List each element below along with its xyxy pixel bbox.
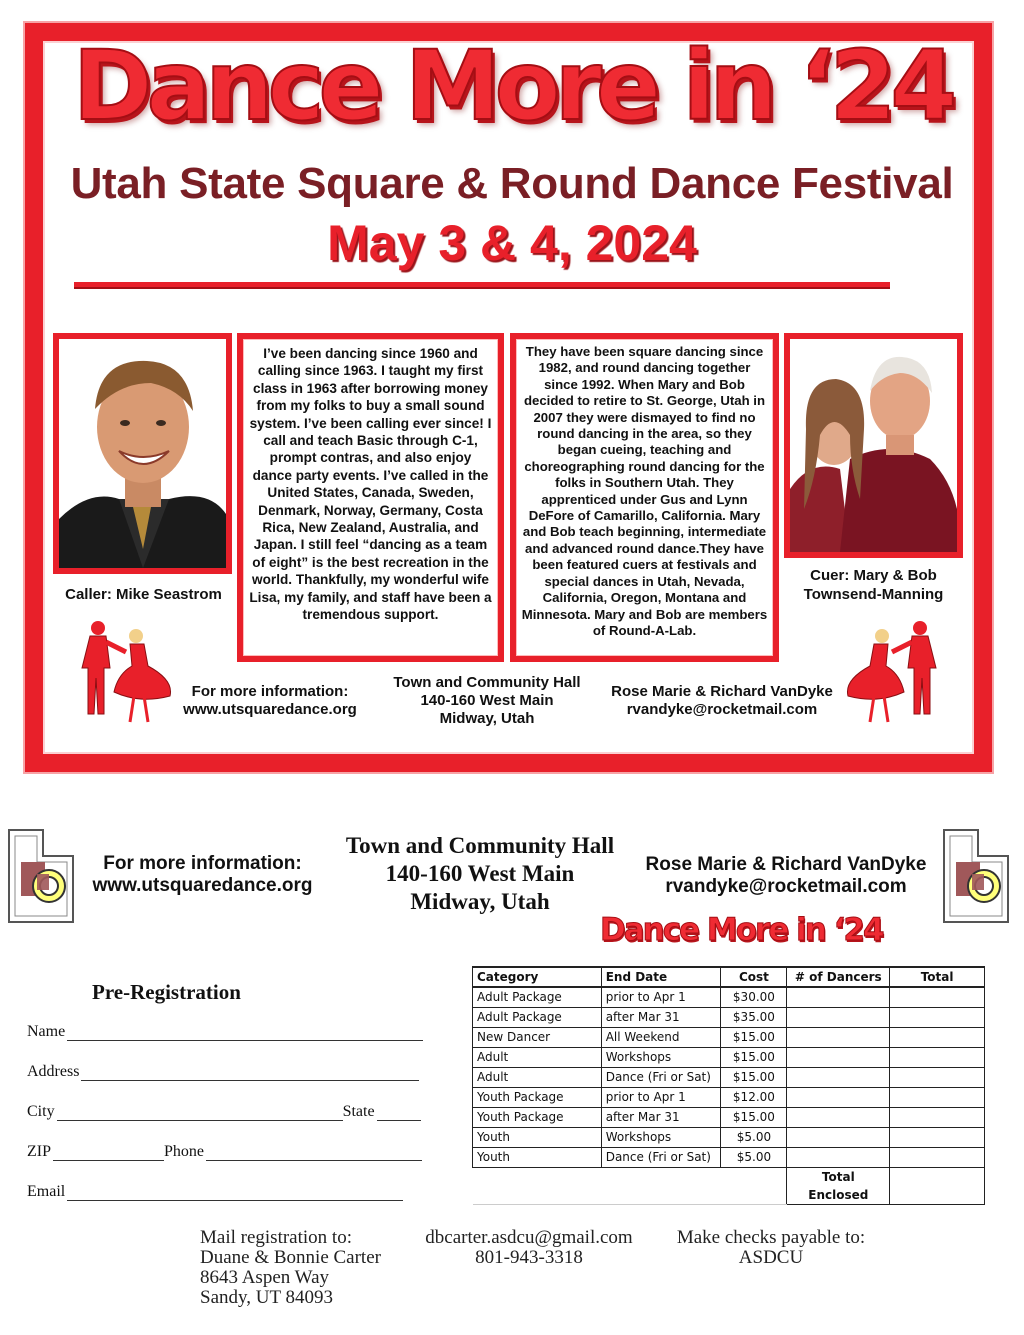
header-category: Category bbox=[473, 967, 602, 987]
row-category: Adult bbox=[473, 1067, 602, 1087]
table-row bbox=[473, 1147, 985, 1167]
row-total-cell[interactable] bbox=[890, 1047, 985, 1067]
flyer-venue-line-1: Town and Community Hall bbox=[393, 674, 581, 691]
state-label: State bbox=[342, 1103, 375, 1120]
flyer-venue-line-2: 140-160 West Main bbox=[420, 692, 554, 709]
row-end-date: Workshops bbox=[601, 1047, 721, 1067]
row-cost: $15.00 bbox=[721, 1047, 787, 1067]
reg-headline: Dance More in ‘24 bbox=[600, 912, 883, 948]
row-end-date: prior to Apr 1 bbox=[601, 1087, 721, 1107]
checks-payable bbox=[668, 1228, 874, 1268]
table-row bbox=[473, 1067, 985, 1087]
header-cost: Cost bbox=[721, 967, 787, 987]
blank-cell bbox=[473, 1167, 602, 1204]
row-dancers-cell[interactable] bbox=[787, 1067, 890, 1087]
cuer-caption-line-2: Townsend-Manning bbox=[803, 586, 944, 603]
row-category: Youth bbox=[473, 1127, 602, 1147]
phone-input-line[interactable] bbox=[206, 1147, 422, 1161]
reg-contact-info bbox=[418, 1228, 640, 1268]
blank-cell bbox=[721, 1167, 787, 1204]
festival-title: Utah State Square & Round Dance Festival bbox=[70, 159, 954, 208]
reg-venue-line-3: Midway, Utah bbox=[410, 889, 550, 914]
row-end-date: Workshops bbox=[601, 1127, 721, 1147]
cuer-bio: They have been square dancing since 1982, and round dancing together since 1992. When Mary and Bob decided to retire to St. George, Utah in 2007 they were dismayed to find no round dancing in the area, so they began cueing, teaching and choreographing round dancing for the folks in Southern Utah. They apprenticed under Gus and Lynn DeFore of Camarillo, California. Mary and Bob teach beginning, intermediate and advanced round dance.They have been featured cuers at festivals and special dances in Utah, Nevada, California, Oregon, Montana and Minnesota. Mary and Bob are members of Round-A-Lab. bbox=[521, 344, 768, 638]
utah-logo-icon-right bbox=[942, 828, 1010, 924]
flyer-info-label: For more information: bbox=[191, 683, 349, 700]
utah-logo-icon-left bbox=[7, 828, 75, 924]
row-end-date: prior to Apr 1 bbox=[601, 987, 721, 1007]
table-row bbox=[473, 1107, 985, 1127]
row-category: Youth Package bbox=[473, 1087, 602, 1107]
row-dancers-cell[interactable] bbox=[787, 1007, 890, 1027]
blank-cell bbox=[601, 1167, 721, 1204]
row-end-date: after Mar 31 bbox=[601, 1007, 721, 1027]
caller-bio-box bbox=[237, 333, 504, 662]
name-input-line[interactable] bbox=[67, 1027, 423, 1041]
city-state-field[interactable] bbox=[27, 1101, 421, 1121]
row-cost: $35.00 bbox=[721, 1007, 787, 1027]
row-cost: $15.00 bbox=[721, 1107, 787, 1127]
address-label: Address bbox=[27, 1063, 80, 1080]
flyer-venue-line-3: Midway, Utah bbox=[439, 710, 535, 727]
total-enclosed-label: Total Enclosed bbox=[787, 1167, 890, 1204]
table-row bbox=[473, 987, 985, 1007]
table-row bbox=[473, 1047, 985, 1067]
row-category: New Dancer bbox=[473, 1027, 602, 1047]
cuer-bio-box bbox=[510, 333, 779, 662]
table-row bbox=[473, 1127, 985, 1147]
name-field[interactable] bbox=[27, 1021, 423, 1041]
table-row bbox=[473, 1027, 985, 1047]
row-dancers-cell[interactable] bbox=[787, 1107, 890, 1127]
email-input-line[interactable] bbox=[67, 1187, 403, 1201]
zip-input-line[interactable] bbox=[53, 1147, 164, 1161]
reg-info-label: For more information: bbox=[103, 853, 302, 874]
prereg-title: Pre-Registration bbox=[92, 980, 241, 1004]
address-input-line[interactable] bbox=[81, 1067, 419, 1081]
reg-contact-email[interactable]: rvandyke@rocketmail.com bbox=[665, 876, 907, 897]
row-end-date: Dance (Fri or Sat) bbox=[601, 1067, 721, 1087]
checks-label: Make checks payable to: bbox=[676, 1227, 866, 1248]
row-cost: $12.00 bbox=[721, 1087, 787, 1107]
pricing-table bbox=[472, 966, 985, 1205]
row-dancers-cell[interactable] bbox=[787, 1127, 890, 1147]
caller-photo bbox=[53, 333, 232, 574]
reg-venue-line-1: Town and Community Hall bbox=[345, 833, 615, 858]
row-category: Adult bbox=[473, 1047, 602, 1067]
city-label: City bbox=[27, 1103, 55, 1120]
row-total-cell[interactable] bbox=[890, 1007, 985, 1027]
table-row bbox=[473, 1007, 985, 1027]
city-input-line[interactable] bbox=[57, 1107, 343, 1121]
reg-contact bbox=[640, 854, 932, 898]
cuer-caption bbox=[784, 566, 963, 604]
zip-phone-field[interactable] bbox=[27, 1141, 422, 1161]
row-cost: $30.00 bbox=[721, 987, 787, 1007]
row-total-cell[interactable] bbox=[890, 1027, 985, 1047]
row-cost: $5.00 bbox=[721, 1127, 787, 1147]
row-end-date: Dance (Fri or Sat) bbox=[601, 1147, 721, 1167]
header-total: Total bbox=[890, 967, 985, 987]
reg-venue bbox=[320, 832, 640, 916]
mail-line-3: 8643 Aspen Way bbox=[200, 1267, 330, 1288]
row-total-cell[interactable] bbox=[890, 1087, 985, 1107]
state-input-line[interactable] bbox=[377, 1107, 421, 1121]
email-label: Email bbox=[27, 1183, 66, 1200]
total-enclosed-cell[interactable] bbox=[890, 1167, 985, 1204]
row-dancers-cell[interactable] bbox=[787, 1047, 890, 1067]
flyer-contact-email[interactable]: rvandyke@rocketmail.com bbox=[626, 701, 818, 718]
row-end-date: All Weekend bbox=[601, 1027, 721, 1047]
reg-email[interactable]: dbcarter.asdcu@gmail.com bbox=[425, 1227, 633, 1248]
total-row bbox=[473, 1167, 985, 1204]
mail-line-1: Mail registration to: bbox=[200, 1227, 352, 1248]
headline: Dance More in ‘24 bbox=[72, 30, 952, 142]
row-total-cell[interactable] bbox=[890, 1067, 985, 1087]
caller-bio: I’ve been dancing since 1960 and calling since 1963. I taught my first class in 1963 after borrowing money from my folks to buy a small sound system. I’ve been calling ever since! I call and teach Basic through C-1, prompt contras, and also enjoy dance party events. I’ve called in the United States, Canada, Sweden, Denmark, Norway, Germany, Costa Rica, New Zealand, Australia, and Japan. I still feel “dancing as a team of eight” is the best recreation in the world. Thankfully, my wonderful wife Lisa, my family, and staff have been a tremendous support. bbox=[249, 346, 492, 623]
pricing-header-row bbox=[473, 967, 985, 987]
row-dancers-cell[interactable] bbox=[787, 1087, 890, 1107]
reg-contact-name: Rose Marie & Richard VanDyke bbox=[645, 854, 927, 875]
phone-label: Phone bbox=[164, 1143, 204, 1160]
reg-venue-line-2: 140-160 West Main bbox=[385, 861, 575, 886]
row-category: Adult Package bbox=[473, 1007, 602, 1027]
cuer-portrait-image bbox=[790, 339, 957, 552]
email-field[interactable] bbox=[27, 1181, 403, 1201]
reg-phone: 801-943-3318 bbox=[475, 1247, 583, 1268]
row-total-cell[interactable] bbox=[890, 1147, 985, 1167]
row-cost: $5.00 bbox=[721, 1147, 787, 1167]
name-label: Name bbox=[27, 1023, 66, 1040]
table-row bbox=[473, 1087, 985, 1107]
dancing-couple-icon-right bbox=[840, 618, 948, 726]
zip-label: ZIP bbox=[27, 1143, 51, 1160]
row-cost: $15.00 bbox=[721, 1067, 787, 1087]
caller-portrait-image bbox=[59, 339, 226, 568]
row-category: Youth Package bbox=[473, 1107, 602, 1127]
row-category: Adult Package bbox=[473, 987, 602, 1007]
flyer-contact-name: Rose Marie & Richard VanDyke bbox=[611, 683, 833, 700]
checks-payee: ASDCU bbox=[738, 1247, 804, 1268]
reg-info bbox=[80, 853, 325, 897]
flyer-contact bbox=[598, 683, 846, 719]
header-end-date: End Date bbox=[601, 967, 721, 987]
row-dancers-cell[interactable] bbox=[787, 987, 890, 1007]
mail-line-4: Sandy, UT 84093 bbox=[200, 1287, 333, 1308]
row-total-cell[interactable] bbox=[890, 1107, 985, 1127]
row-cost: $15.00 bbox=[721, 1027, 787, 1047]
flyer-info-url[interactable]: www.utsquaredance.org bbox=[183, 701, 357, 718]
festival-dates: May 3 & 4, 2024 bbox=[327, 215, 697, 271]
row-category: Youth bbox=[473, 1147, 602, 1167]
row-total-cell[interactable] bbox=[890, 987, 985, 1007]
header-dancers: # of Dancers bbox=[787, 967, 890, 987]
row-end-date: after Mar 31 bbox=[601, 1107, 721, 1127]
mail-line-2: Duane & Bonnie Carter bbox=[200, 1247, 381, 1268]
address-field[interactable] bbox=[27, 1061, 419, 1081]
flyer-info bbox=[170, 683, 370, 719]
row-dancers-cell[interactable] bbox=[787, 1147, 890, 1167]
dancing-couple-icon-left bbox=[70, 618, 178, 726]
row-total-cell[interactable] bbox=[890, 1127, 985, 1147]
flyer-venue bbox=[380, 674, 594, 728]
divider bbox=[74, 282, 890, 289]
cuer-photo bbox=[784, 333, 963, 558]
mail-to bbox=[200, 1228, 420, 1308]
caller-caption: Caller: Mike Seastrom bbox=[65, 586, 222, 603]
reg-info-url[interactable]: www.utsquaredance.org bbox=[92, 875, 313, 896]
cuer-caption-line-1: Cuer: Mary & Bob bbox=[810, 567, 937, 584]
row-dancers-cell[interactable] bbox=[787, 1027, 890, 1047]
